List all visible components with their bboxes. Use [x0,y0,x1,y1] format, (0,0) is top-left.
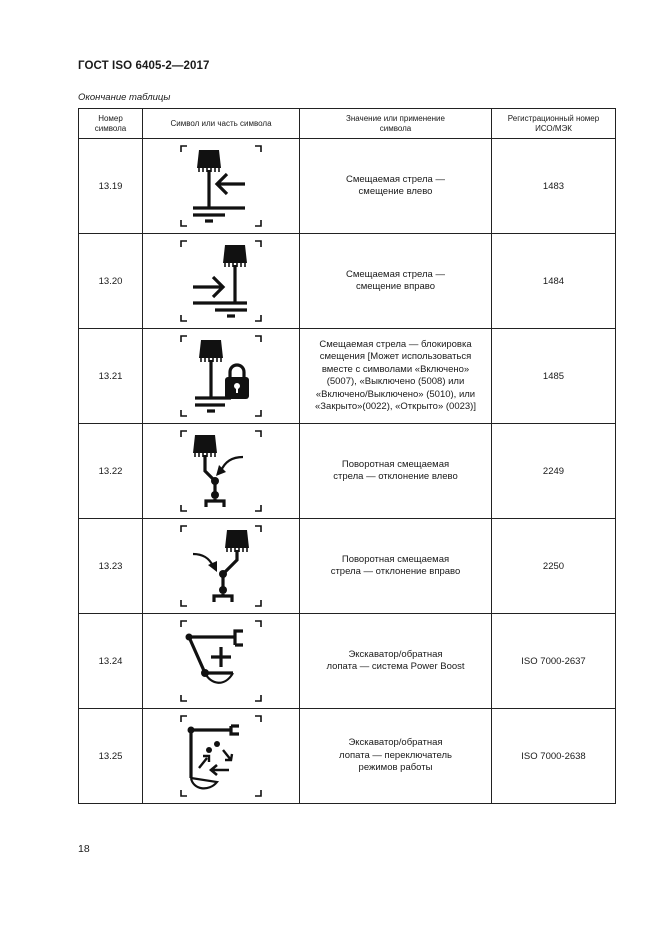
offset-boom-left-icon [175,140,267,232]
header-symbol-number: Номер символа [79,109,143,139]
symbol-number: 13.23 [79,519,143,614]
symbol-number: 13.19 [79,139,143,234]
symbols-table [78,108,616,804]
symbol-number: 13.20 [79,234,143,329]
registration-number: 2250 [492,519,616,614]
table-caption: Окончание таблицы [78,92,171,103]
swing-offset-boom-left-icon [175,425,267,517]
header-registration-number: Регистрационный номер ИСО/МЭК [492,109,616,139]
table-row: 13.20 Смещаемая стрела — смещение вправо 1484 [79,234,616,329]
registration-number: 1484 [492,234,616,329]
table-row: 13.21 Смещаемая стрела — блокировка смещения [Может использоваться вместе с символами «Включено» (5007), «Выключено (5008) или «Включено/Выключено» (5010), или «Закрыто»(0022), «Открыто» (0023)] 1485 [79,329,616,424]
registration-number: 1485 [492,329,616,424]
backhoe-power-boost-icon [175,615,267,707]
registration-number: 2249 [492,424,616,519]
offset-boom-lock-icon [175,330,267,422]
registration-number: ISO 7000-2637 [492,614,616,709]
table-header-row [79,109,616,139]
symbol-number: 13.25 [79,709,143,804]
page-number: 18 [78,843,90,855]
table-row: 13.23 Поворотная смещаемая стрела — отклонение вправо 2250 [79,519,616,614]
header-meaning: Значение или применение символа [300,109,492,139]
table-row: 13.24 Экскаватор/обратная лопата — система Power Boost ISO 7000-2637 [79,614,616,709]
registration-number: 1483 [492,139,616,234]
symbol-number: 13.24 [79,614,143,709]
registration-number: ISO 7000-2638 [492,709,616,804]
header-symbol: Символ или часть символа [143,109,300,139]
backhoe-mode-switch-icon [175,710,267,802]
symbol-number: 13.21 [79,329,143,424]
document-title: ГОСТ ISO 6405-2—2017 [78,60,210,72]
swing-offset-boom-right-icon [175,520,267,612]
symbol-number: 13.22 [79,424,143,519]
table-row: 13.25 Экскаватор/обратная лопата — переключатель режимов работы ISO 7000-2638 [79,709,616,804]
table-row: 13.22 Поворотная смещаемая стрела — отклонение влево 2249 [79,424,616,519]
offset-boom-right-icon [175,235,267,327]
table-row: 13.19 Смещаемая стрела — смещение влево 1483 [79,139,616,234]
